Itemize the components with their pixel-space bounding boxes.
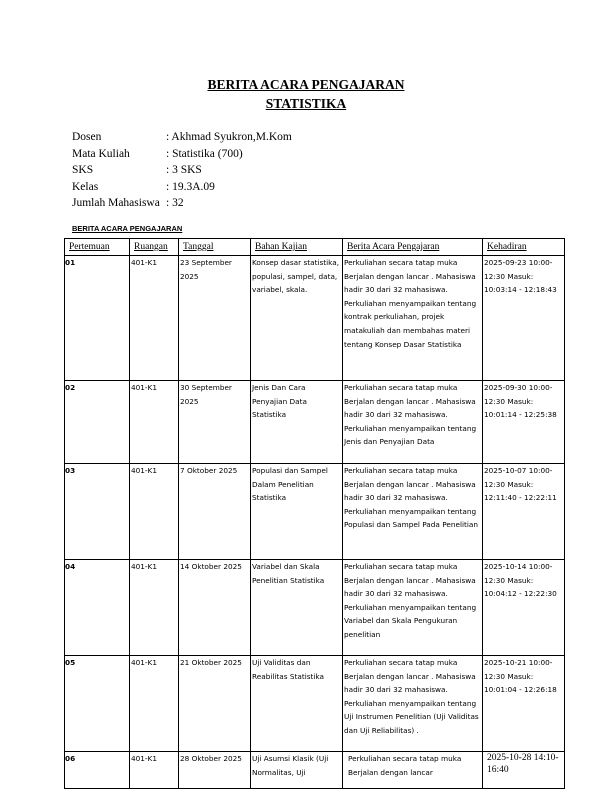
cell-pertemuan: 02 <box>65 381 130 464</box>
cell-berita-acara: Perkuliahan secara tatap muka Berjalan dengan lancar . Mahasiswa hadir 30 dari 32 mahasiswa. Perkuliahan menyampaikan tentang Populasi dan Sampel Pada Penelitian <box>343 464 483 560</box>
cell-ruangan: 401-K1 <box>130 381 179 464</box>
info-row-mata-kuliah <box>72 146 292 163</box>
table-row <box>65 381 565 464</box>
cell-berita-acara: Perkuliahan secara tatap muka Berjalan dengan lancar . Mahasiswa hadir 30 dari 32 mahasiswa. Perkuliahan menyampaikan tentang Jenis dan Penyajian Data <box>343 381 483 464</box>
table-row <box>65 464 565 560</box>
cell-kehadiran: 2025-10-21 10:00-12:30 Masuk: 10:01:04 - 12:26:18 <box>483 656 565 752</box>
info-value: : 19.3A.09 <box>166 180 215 193</box>
cell-tanggal: 21 Oktober 2025 <box>179 656 251 752</box>
info-label: Mata Kuliah <box>72 147 130 160</box>
table-row <box>65 256 565 381</box>
cell-bahan-kajian: Uji Validitas dan Reabilitas Statistika <box>251 656 343 752</box>
cell-pertemuan: 04 <box>65 560 130 656</box>
cell-bahan-kajian: Variabel dan Skala Penelitian Statistika <box>251 560 343 656</box>
info-row-kelas <box>72 179 292 196</box>
cell-berita-acara: Perkuliahan secara tatap muka Berjalan dengan lancar . Mahasiswa hadir 30 dari 32 mahasiswa. Perkuliahan menyampaikan tentang kontrak perkuliahan, projek matakuliah dan membahas materi tentang Konsep Dasar Statistika <box>343 256 483 381</box>
cell-bahan-kajian: Konsep dasar statistika, populasi, sampel, data, variabel, skala. <box>251 256 343 381</box>
cell-bahan-kajian: Uji Asumsi Klasik (Uji Normalitas, Uji <box>251 752 343 789</box>
info-value: : 32 <box>166 197 184 209</box>
cell-bahan-kajian: Populasi dan Sampel Dalam Penelitian Statistika <box>251 464 343 560</box>
cell-tanggal: 14 Oktober 2025 <box>179 560 251 656</box>
column-header-kehadiran: Kehadiran <box>483 239 565 256</box>
table-header-row <box>65 239 565 256</box>
cell-kehadiran: 2025-09-23 10:00-12:30 Masuk: 10:03:14 - 12:18:43 <box>483 256 565 381</box>
column-header-bahan-kajian: Bahan Kajian <box>251 239 343 256</box>
cell-ruangan: 401-K1 <box>130 656 179 752</box>
cell-berita-acara: Perkuliahan secara tatap muka Berjalan dengan lancar <box>343 752 483 789</box>
cell-kehadiran: 2025-10-28 14:10-16:40 <box>483 752 565 789</box>
info-row-jumlah-mahasiswa <box>72 195 292 212</box>
cell-pertemuan: 01 <box>65 256 130 381</box>
cell-pertemuan: 03 <box>65 464 130 560</box>
cell-ruangan: 401-K1 <box>130 752 179 789</box>
info-value: : 3 SKS <box>166 164 202 176</box>
cell-kehadiran: 2025-09-30 10:00-12:30 Masuk: 10:01:14 - 12:25:38 <box>483 381 565 464</box>
info-label: Dosen <box>72 131 102 143</box>
cell-tanggal: 7 Oktober 2025 <box>179 464 251 560</box>
info-value: : Statistika (700) <box>166 147 243 160</box>
cell-kehadiran: 2025-10-07 10:00-12:30 Masuk: 12:11:40 - 12:22:11 <box>483 464 565 560</box>
info-row-sks <box>72 162 292 179</box>
cell-berita-acara: Perkuliahan secara tatap muka Berjalan dengan lancar . Mahasiswa hadir 30 dari 32 mahasiswa. Perkuliahan menyampaikan tentang Uji Instrumen Penelitian (Uji Validitas dan Uji Reliabilitas) . <box>343 656 483 752</box>
cell-tanggal: 23 September 2025 <box>179 256 251 381</box>
cell-kehadiran: 2025-10-14 10:00-12:30 Masuk: 10:04:12 - 12:22:30 <box>483 560 565 656</box>
info-label: SKS <box>72 164 94 176</box>
info-row-dosen <box>72 129 292 146</box>
table-row <box>65 656 565 752</box>
cell-tanggal: 28 Oktober 2025 <box>179 752 251 789</box>
info-label: Kelas <box>72 180 99 193</box>
document-subtitle: STATISTIKA <box>265 96 347 111</box>
cell-pertemuan: 05 <box>65 656 130 752</box>
cell-ruangan: 401-K1 <box>130 256 179 381</box>
cell-tanggal: 30 September 2025 <box>179 381 251 464</box>
column-header-tanggal: Tanggal <box>179 239 251 256</box>
cell-bahan-kajian: Jenis Dan Cara Penyajian Data Statistika <box>251 381 343 464</box>
column-header-ruangan: Ruangan <box>130 239 179 256</box>
cell-ruangan: 401-K1 <box>130 464 179 560</box>
column-header-pertemuan: Pertemuan <box>65 239 130 256</box>
cell-berita-acara: Perkuliahan secara tatap muka Berjalan dengan lancar . Mahasiswa hadir 30 dari 32 mahasiswa. Perkuliahan menyampaikan tentang Variabel dan Skala Pengukuran penelitian <box>343 560 483 656</box>
table-row <box>65 752 565 789</box>
section-title: BERITA ACARA PENGAJARAN <box>72 224 183 233</box>
cell-ruangan: 401-K1 <box>130 560 179 656</box>
info-value: : Akhmad Syukron,M.Kom <box>166 131 292 143</box>
course-info <box>72 129 292 212</box>
document-title: BERITA ACARA PENGAJARAN <box>207 77 405 92</box>
cell-pertemuan: 06 <box>65 752 130 789</box>
info-label: Jumlah Mahasiswa <box>72 197 160 209</box>
teaching-record-table <box>64 238 565 789</box>
table-row <box>65 560 565 656</box>
column-header-berita-acara: Berita Acara Pengajaran <box>343 239 483 256</box>
